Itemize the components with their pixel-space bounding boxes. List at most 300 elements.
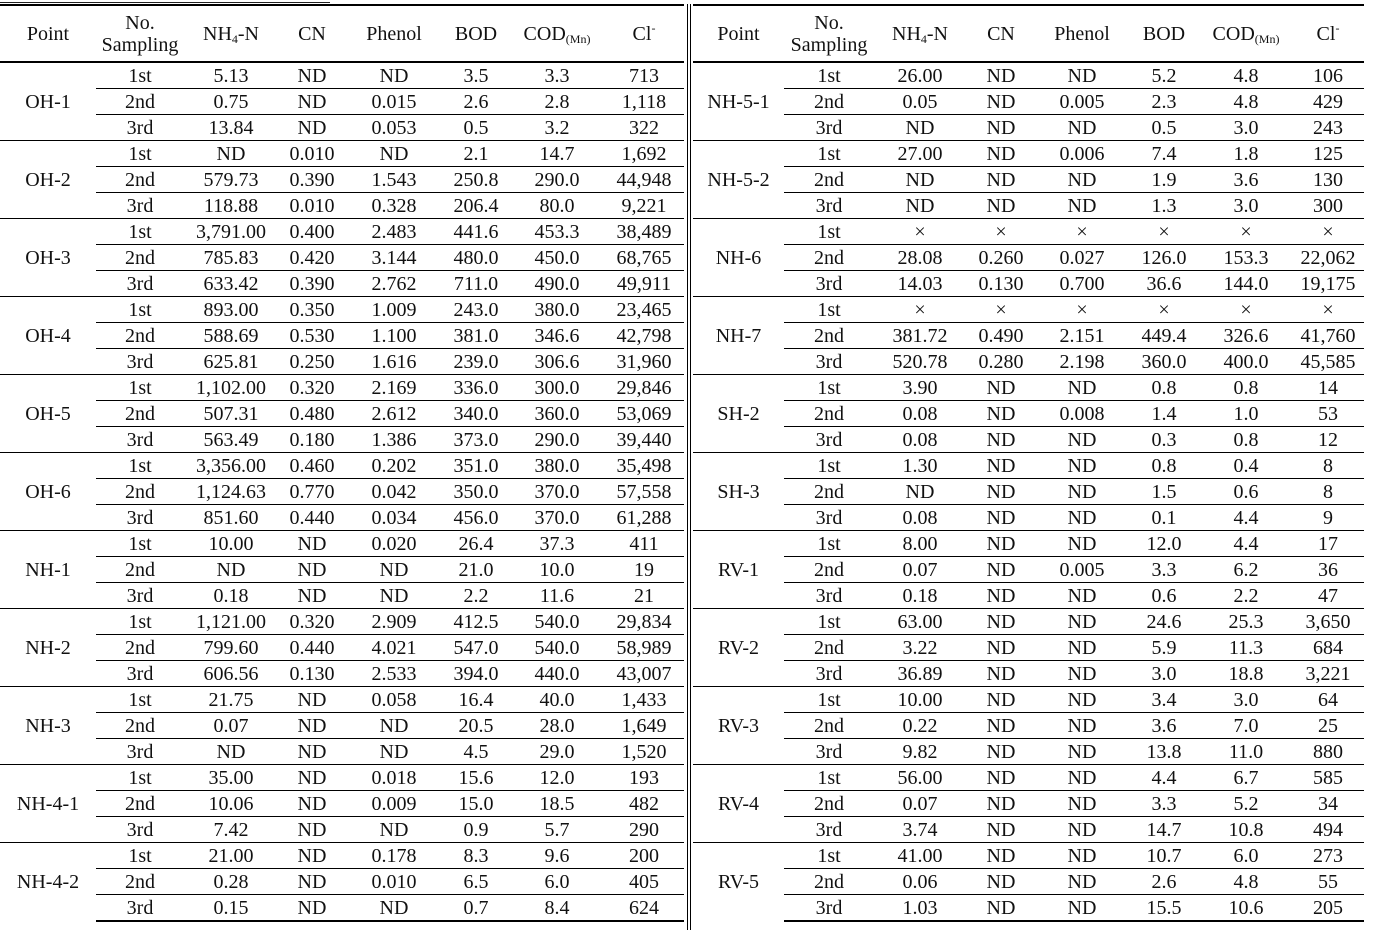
phenol-cell: ND: [1036, 375, 1128, 401]
cod-cell: 10.8: [1200, 817, 1292, 843]
table-row: [0, 869, 684, 895]
cod-cell: 11.3: [1200, 635, 1292, 661]
table-row: [0, 427, 684, 453]
nh4n-cell: 0.18: [874, 583, 966, 609]
bod-cell: 2.6: [442, 89, 510, 115]
bod-cell: 0.1: [1128, 505, 1200, 531]
header-row: [693, 5, 1364, 62]
cod-cell: 3.0: [1200, 687, 1292, 713]
cl-cell: 125: [1292, 141, 1364, 167]
cl-cell: 42,798: [604, 323, 684, 349]
cl-cell: 35,498: [604, 453, 684, 479]
cod-cell: 1.8: [1200, 141, 1292, 167]
cod-cell: 540.0: [510, 635, 604, 661]
phenol-cell: ND: [1036, 167, 1128, 193]
table-row: [0, 895, 684, 922]
bod-cell: 206.4: [442, 193, 510, 219]
nh4n-cell: 1,102.00: [184, 375, 278, 401]
cod-cell: 37.3: [510, 531, 604, 557]
nh4n-cell: ×: [874, 219, 966, 245]
phenol-cell: ND: [1036, 427, 1128, 453]
table-row: [0, 713, 684, 739]
table-row: [693, 869, 1364, 895]
cod-cell: 40.0: [510, 687, 604, 713]
bod-cell: 336.0: [442, 375, 510, 401]
table-row: [0, 219, 684, 245]
phenol-cell: ND: [346, 817, 442, 843]
bod-cell: 340.0: [442, 401, 510, 427]
table-row: [0, 89, 684, 115]
cn-cell: ND: [966, 843, 1036, 869]
point-cell: NH-6: [693, 219, 784, 297]
sampling-cell: 2nd: [96, 245, 184, 271]
table-row: [693, 661, 1364, 687]
phenol-cell: 2.198: [1036, 349, 1128, 375]
table-row: [693, 62, 1364, 89]
sampling-cell: 1st: [96, 765, 184, 791]
phenol-cell: 1.009: [346, 297, 442, 323]
table-row: [693, 193, 1364, 219]
phenol-cell: ND: [1036, 609, 1128, 635]
phenol-cell: ND: [1036, 869, 1128, 895]
cl-cell: 585: [1292, 765, 1364, 791]
table-row: [693, 687, 1364, 713]
sampling-cell: 1st: [96, 687, 184, 713]
phenol-cell: 0.034: [346, 505, 442, 531]
sampling-cell: 1st: [784, 141, 874, 167]
table-row: [693, 817, 1364, 843]
cn-cell: ND: [966, 635, 1036, 661]
bod-cell: 24.6: [1128, 609, 1200, 635]
cl-cell: 9: [1292, 505, 1364, 531]
cod-cell: 28.0: [510, 713, 604, 739]
nh4n-cell: 507.31: [184, 401, 278, 427]
sampling-cell: 3rd: [96, 817, 184, 843]
cl-cell: 1,433: [604, 687, 684, 713]
table-header: [0, 5, 684, 62]
bod-cell: 8.3: [442, 843, 510, 869]
bod-cell: 12.0: [1128, 531, 1200, 557]
cn-cell: ND: [966, 739, 1036, 765]
cod-cell: 0.4: [1200, 453, 1292, 479]
col-cn: CN: [278, 5, 346, 62]
table-row: [693, 557, 1364, 583]
nh4n-cell: 10.06: [184, 791, 278, 817]
cod-cell: 12.0: [510, 765, 604, 791]
table-row: [693, 609, 1364, 635]
col-phenol: Phenol: [346, 5, 442, 62]
bod-cell: 373.0: [442, 427, 510, 453]
col-phenol: Phenol: [1036, 5, 1128, 62]
nh4n-cell: 1,121.00: [184, 609, 278, 635]
nh4n-cell: 1.30: [874, 453, 966, 479]
cod-cell: 4.8: [1233, 64, 1259, 87]
sampling-cell: 3rd: [784, 505, 874, 531]
cod-cell: 29.0: [510, 739, 604, 765]
bod-cell: 480.0: [442, 245, 510, 271]
cl-cell: 64: [1292, 687, 1364, 713]
sampling-cell: 3rd: [784, 427, 874, 453]
nh4n-cell: 0.08: [874, 505, 966, 531]
nh4n-cell: 0.05: [874, 89, 966, 115]
sampling-cell: 2nd: [784, 869, 874, 895]
bod-cell: 0.7: [442, 895, 510, 922]
nh4n-cell: 28.08: [874, 245, 966, 271]
bod-cell: 4.4: [1128, 765, 1200, 791]
cl-cell: 21: [604, 583, 684, 609]
cod-cell: 11.0: [1200, 739, 1292, 765]
bod-cell: 0.8: [1128, 375, 1200, 401]
cn-cell: 0.320: [278, 609, 346, 635]
phenol-cell: 2.533: [346, 661, 442, 687]
cod-cell: 5.2: [1200, 791, 1292, 817]
cl-cell: 624: [604, 895, 684, 922]
phenol-cell: 0.027: [1036, 245, 1128, 271]
cn-cell: ND: [966, 531, 1036, 557]
table-row: [693, 713, 1364, 739]
phenol-cell: 2.483: [346, 219, 442, 245]
cn-cell: 0.320: [278, 375, 346, 401]
cl-cell: 23,465: [604, 297, 684, 323]
bod-cell: 0.3: [1128, 427, 1200, 453]
phenol-cell: 0.018: [346, 765, 442, 791]
table-row: [0, 349, 684, 375]
cl-cell: 57,558: [604, 479, 684, 505]
table-row: [0, 765, 684, 791]
bod-cell: 394.0: [442, 661, 510, 687]
table-header: [693, 5, 1364, 62]
cod-cell: 18.8: [1200, 661, 1292, 687]
phenol-cell: 0.328: [346, 193, 442, 219]
table-row: [0, 115, 684, 141]
sampling-cell: 1st: [784, 375, 874, 401]
nh4n-cell: 0.08: [874, 401, 966, 427]
sampling-cell: 3rd: [784, 193, 874, 219]
bod-cell: 13.8: [1128, 739, 1200, 765]
table-row: [0, 739, 684, 765]
nh4n-cell: 520.78: [874, 349, 966, 375]
water-quality-table-right: [693, 4, 1364, 922]
bod-cell: 15.6: [442, 765, 510, 791]
cl-cell: 29,846: [604, 375, 684, 401]
bod-cell: 5.9: [1128, 635, 1200, 661]
nh4n-cell: 8.00: [874, 531, 966, 557]
phenol-cell: ND: [1036, 583, 1128, 609]
nh4n-cell: 0.07: [874, 791, 966, 817]
bod-cell: 36.6: [1128, 271, 1200, 297]
bod-cell: 441.6: [442, 219, 510, 245]
phenol-cell: 0.010: [346, 869, 442, 895]
cl-cell: 29,834: [604, 609, 684, 635]
sampling-cell: 2nd: [784, 713, 874, 739]
bod-cell: 3.5: [463, 64, 489, 87]
sampling-cell: 2nd: [96, 323, 184, 349]
cod-cell: 4.4: [1200, 531, 1292, 557]
cn-cell: ND: [966, 817, 1036, 843]
cn-cell: ×: [966, 297, 1036, 323]
cl-cell: 300: [1292, 193, 1364, 219]
cl-cell: 8: [1292, 453, 1364, 479]
cn-cell: ND: [278, 89, 346, 115]
cn-cell: ND: [966, 661, 1036, 687]
sampling-cell: 2nd: [96, 713, 184, 739]
bod-cell: 10.7: [1128, 843, 1200, 869]
cn-cell: ND: [966, 557, 1036, 583]
cn-cell: ND: [966, 375, 1036, 401]
table-row: [693, 479, 1364, 505]
table-body: [693, 62, 1364, 921]
nh4n-cell: 579.73: [184, 167, 278, 193]
col-bod: BOD: [1128, 5, 1200, 62]
cn-cell: ND: [297, 64, 327, 87]
sampling-cell: 2nd: [784, 245, 874, 271]
nh4n-cell: 13.84: [184, 115, 278, 141]
nh4n-cell: 0.08: [874, 427, 966, 453]
table-row: [693, 245, 1364, 271]
cod-cell: 3.6: [1200, 167, 1292, 193]
cn-cell: 0.440: [278, 635, 346, 661]
bod-cell: 1.9: [1128, 167, 1200, 193]
phenol-cell: 2.169: [346, 375, 442, 401]
table-row: [693, 739, 1364, 765]
cl-cell: 14: [1292, 375, 1364, 401]
cn-cell: ND: [278, 739, 346, 765]
phenol-cell: ND: [1036, 115, 1128, 141]
table-row: [0, 531, 684, 557]
cod-cell: 6.7: [1200, 765, 1292, 791]
cn-cell: ND: [966, 479, 1036, 505]
phenol-cell: 2.762: [346, 271, 442, 297]
phenol-cell: ND: [1036, 895, 1128, 922]
phenol-cell: 1.543: [346, 167, 442, 193]
bod-cell: ×: [1128, 219, 1200, 245]
cod-cell: ×: [1200, 297, 1292, 323]
cn-cell: 0.250: [278, 349, 346, 375]
cl-cell: 12: [1292, 427, 1364, 453]
table-row: [0, 583, 684, 609]
cl-cell: 106: [1313, 64, 1343, 87]
cl-cell: 273: [1292, 843, 1364, 869]
col-sampling: No. Sampling: [96, 5, 184, 62]
bod-cell: 2.3: [1128, 89, 1200, 115]
table-row: [0, 687, 684, 713]
sampling-cell: 1st: [784, 765, 874, 791]
phenol-cell: 0.042: [346, 479, 442, 505]
cod-cell: 360.0: [510, 401, 604, 427]
cod-cell: 14.7: [510, 141, 604, 167]
sampling-cell: 1st: [96, 297, 184, 323]
sampling-cell: 3rd: [96, 739, 184, 765]
bod-cell: 456.0: [442, 505, 510, 531]
cod-cell: 3.3: [544, 64, 570, 87]
phenol-cell: ND: [1036, 687, 1128, 713]
nh4n-cell: 1,124.63: [184, 479, 278, 505]
bod-cell: 1.4: [1128, 401, 1200, 427]
point-cell: NH-3: [0, 687, 96, 765]
cod-cell: 4.4: [1200, 505, 1292, 531]
sampling-cell: 1st: [128, 64, 152, 87]
phenol-cell: 0.006: [1036, 141, 1128, 167]
cl-cell: 41,760: [1292, 323, 1364, 349]
cn-cell: 0.420: [278, 245, 346, 271]
cod-cell: 540.0: [510, 609, 604, 635]
bod-cell: 547.0: [442, 635, 510, 661]
cn-cell: ND: [966, 115, 1036, 141]
cl-cell: 55: [1292, 869, 1364, 895]
phenol-cell: ND: [1036, 817, 1128, 843]
cl-cell: 49,911: [604, 271, 684, 297]
cod-cell: 5.7: [510, 817, 604, 843]
sampling-cell: 3rd: [96, 349, 184, 375]
table-row: [693, 791, 1364, 817]
cod-cell: 0.8: [1200, 427, 1292, 453]
cl-cell: 45,585: [1292, 349, 1364, 375]
cod-cell: 7.0: [1200, 713, 1292, 739]
table-row: [693, 349, 1364, 375]
cod-cell: 8.4: [510, 895, 604, 922]
sampling-cell: 1st: [96, 609, 184, 635]
cn-cell: ND: [966, 193, 1036, 219]
point-cell: OH-2: [0, 141, 96, 219]
phenol-cell: ND: [346, 895, 442, 922]
bod-cell: 0.8: [1128, 453, 1200, 479]
cod-cell: 9.6: [510, 843, 604, 869]
cl-cell: 1,520: [604, 739, 684, 765]
phenol-cell: 0.005: [1036, 89, 1128, 115]
cn-cell: 0.010: [278, 141, 346, 167]
point-cell: NH-4-1: [0, 765, 96, 843]
cn-cell: ND: [278, 687, 346, 713]
bod-cell: 449.4: [1128, 323, 1200, 349]
sampling-cell: 2nd: [96, 401, 184, 427]
nh4n-cell: 3,791.00: [184, 219, 278, 245]
cod-cell: 326.6: [1200, 323, 1292, 349]
table-row: [693, 895, 1364, 922]
sampling-cell: 1st: [784, 297, 874, 323]
cod-cell: 18.5: [510, 791, 604, 817]
point-cell: NH-5-1: [707, 90, 770, 113]
cod-cell: 3.0: [1200, 193, 1292, 219]
cn-cell: ND: [278, 791, 346, 817]
nh4n-cell: 799.60: [184, 635, 278, 661]
nh4n-cell: 27.00: [874, 141, 966, 167]
cod-cell: 6.2: [1200, 557, 1292, 583]
bod-cell: 15.0: [442, 791, 510, 817]
table-row: [693, 375, 1364, 401]
nh4n-cell: 851.60: [184, 505, 278, 531]
phenol-cell: ND: [1067, 64, 1097, 87]
phenol-cell: 0.202: [346, 453, 442, 479]
nh4n-cell: 26.00: [897, 64, 943, 87]
nh4n-cell: 588.69: [184, 323, 278, 349]
cn-cell: ND: [966, 791, 1036, 817]
sampling-cell: 3rd: [96, 271, 184, 297]
nh4n-cell: 63.00: [874, 609, 966, 635]
phenol-cell: 4.021: [346, 635, 442, 661]
bod-cell: 3.4: [1128, 687, 1200, 713]
cod-cell: 2.8: [510, 89, 604, 115]
phenol-cell: ND: [346, 557, 442, 583]
nh4n-cell: 785.83: [184, 245, 278, 271]
cl-cell: 25: [1292, 713, 1364, 739]
phenol-cell: ND: [1036, 791, 1128, 817]
bod-cell: 126.0: [1128, 245, 1200, 271]
nh4n-cell: 14.03: [874, 271, 966, 297]
cn-cell: 0.010: [278, 193, 346, 219]
cl-cell: 8: [1292, 479, 1364, 505]
nh4n-cell: 36.89: [874, 661, 966, 687]
cod-cell: 306.6: [510, 349, 604, 375]
cl-cell: 17: [1292, 531, 1364, 557]
phenol-cell: 2.909: [346, 609, 442, 635]
cod-cell: 6.0: [510, 869, 604, 895]
point-cell: NH-2: [0, 609, 96, 687]
sampling-cell: 3rd: [784, 583, 874, 609]
col-point: Point: [693, 5, 784, 62]
cl-cell: 47: [1292, 583, 1364, 609]
nh4n-cell: ×: [874, 297, 966, 323]
table-row: [693, 219, 1364, 245]
table-row: [0, 791, 684, 817]
table-row: [0, 245, 684, 271]
table-row: [0, 271, 684, 297]
sampling-cell: 3rd: [96, 505, 184, 531]
cl-cell: 411: [604, 531, 684, 557]
phenol-cell: 0.015: [346, 89, 442, 115]
sampling-cell: 3rd: [96, 895, 184, 922]
sampling-cell: 1st: [96, 843, 184, 869]
cl-cell: 1,692: [604, 141, 684, 167]
cl-cell: 1,649: [604, 713, 684, 739]
sampling-cell: 3rd: [784, 661, 874, 687]
cl-cell: 53: [1292, 401, 1364, 427]
cl-cell: 243: [1292, 115, 1364, 141]
cod-cell: 10.0: [510, 557, 604, 583]
point-cell: OH-1: [25, 90, 71, 113]
phenol-cell: ND: [1036, 843, 1128, 869]
cod-cell: 380.0: [510, 453, 604, 479]
nh4n-cell: 5.13: [213, 64, 249, 87]
sampling-cell: 2nd: [784, 167, 874, 193]
bod-cell: 2.2: [442, 583, 510, 609]
cl-cell: 193: [604, 765, 684, 791]
table-row: [693, 635, 1364, 661]
point-cell: SH-3: [693, 453, 784, 531]
cn-cell: ND: [966, 869, 1036, 895]
cn-cell: 0.480: [278, 401, 346, 427]
sampling-cell: 1st: [784, 609, 874, 635]
bod-cell: 381.0: [442, 323, 510, 349]
bod-cell: 3.3: [1128, 557, 1200, 583]
table-row: [693, 115, 1364, 141]
cl-cell: 494: [1292, 817, 1364, 843]
sampling-cell: 3rd: [96, 115, 184, 141]
sampling-cell: 3rd: [784, 115, 874, 141]
sampling-cell: 2nd: [784, 635, 874, 661]
nh4n-cell: 1.03: [874, 895, 966, 922]
sampling-cell: 2nd: [784, 401, 874, 427]
cod-cell: 25.3: [1200, 609, 1292, 635]
cn-cell: 0.260: [966, 245, 1036, 271]
cn-cell: 0.530: [278, 323, 346, 349]
header-row: [0, 5, 684, 62]
bod-cell: 26.4: [442, 531, 510, 557]
nh4n-cell: ND: [184, 141, 278, 167]
point-cell: OH-4: [0, 297, 96, 375]
cl-cell: 429: [1292, 89, 1364, 115]
cod-cell: ×: [1200, 219, 1292, 245]
bod-cell: 711.0: [442, 271, 510, 297]
